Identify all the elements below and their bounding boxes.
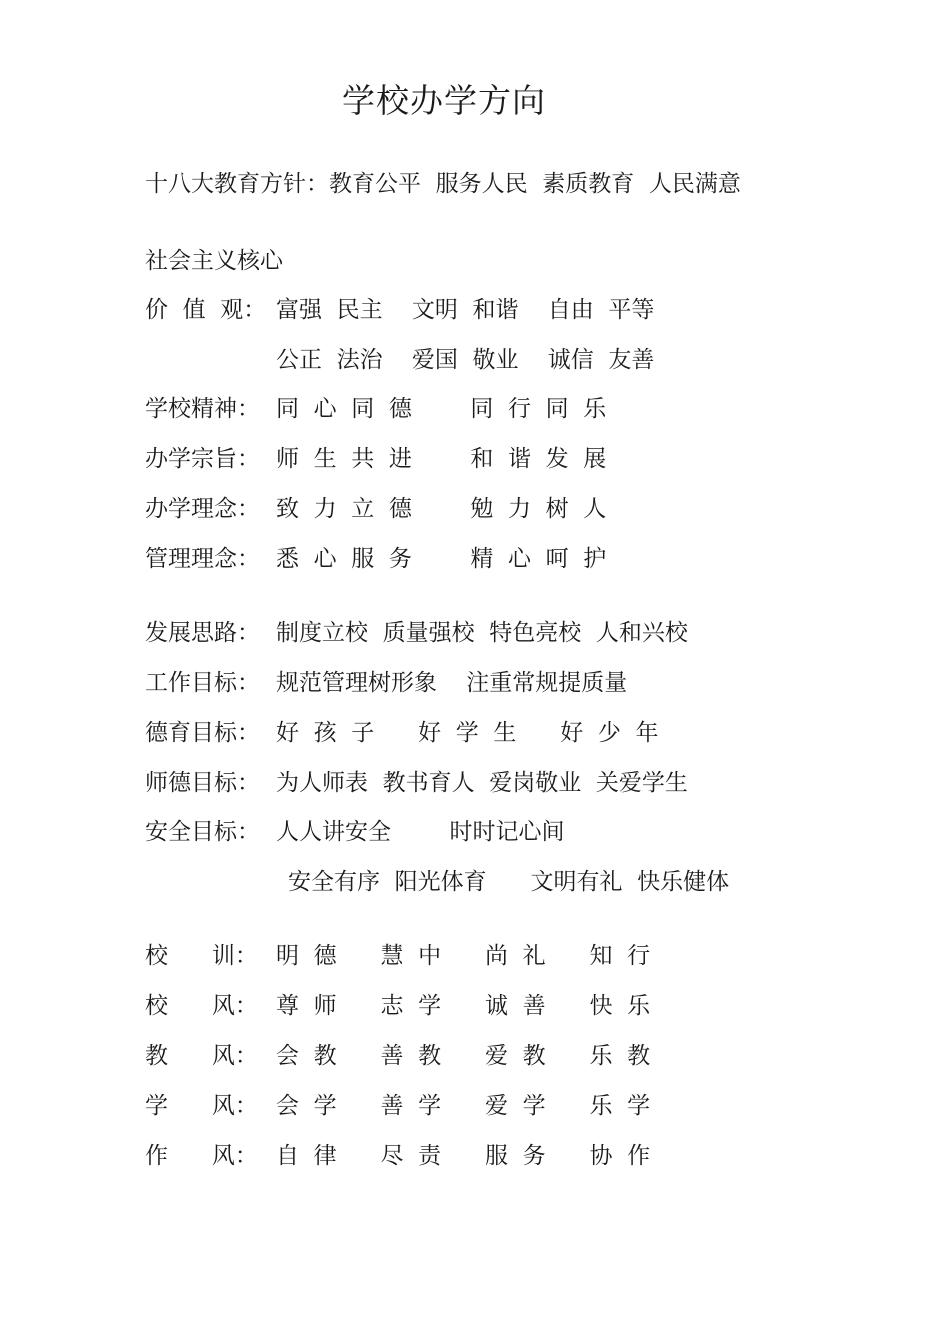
management-philosophy-label: 管理理念： [145,546,260,572]
safety-goal-value: 人人讲安全 时时记心间 [276,819,565,845]
work-style-value: 自 律 尽 责 服 务 协 作 [276,1143,651,1169]
school-motto-value: 明 德 慧 中 尚 礼 知 行 [276,943,651,969]
school-motto-label: 校 训： [145,943,258,969]
school-philosophy-value: 致 力 立 德 勉 力 树 人 [276,496,607,522]
moral-goal-label: 德育目标： [145,720,260,746]
teacher-ethics-value: 为人师表 教书育人 爱岗敬业 关爱学生 [276,770,688,796]
study-style-label: 学 风： [145,1093,258,1119]
development-approach-label: 发展思路： [145,620,260,646]
page-title: 学校办学方向 [342,81,546,120]
moral-goal-value: 好 孩 子 好 学 生 好 少 年 [276,720,659,746]
school-style-label: 校 风： [145,993,258,1019]
teacher-ethics-label: 师德目标： [145,770,260,796]
school-style-value: 尊 师 志 学 诚 善 快 乐 [276,993,651,1019]
school-spirit-label: 学校精神： [145,396,260,422]
education-policy: 十八大教育方针：教育公平 服务人民 素质教育 人民满意 [145,171,741,197]
school-philosophy-label: 办学理念： [145,496,260,522]
teaching-style-label: 教 风： [145,1043,258,1069]
school-purpose-label: 办学宗旨： [145,446,260,472]
work-style-label: 作 风： [145,1143,258,1169]
work-goal-value: 规范管理树形象 注重常规提质量 [276,670,628,696]
safety-goal-label: 安全目标： [145,819,260,845]
safety-goal-line2: 安全有序 阳光体育 文明有礼 快乐健体 [288,869,730,895]
development-approach-value: 制度立校 质量强校 特色亮校 人和兴校 [276,620,688,646]
work-goal-label: 工作目标： [145,670,260,696]
management-philosophy-value: 悉 心 服 务 精 心 呵 护 [276,546,607,572]
school-purpose-value: 师 生 共 进 和 谐 发 展 [276,446,607,472]
core-values-heading: 社会主义核心 [145,248,283,274]
school-spirit-value: 同 心 同 德 同 行 同 乐 [276,396,607,422]
core-values-label: 价 值 观： [145,297,267,323]
core-values-line2: 公正 法治 爱国 敬业 诚信 友善 [276,347,655,373]
core-values-line1: 富强 民主 文明 和谐 自由 平等 [276,297,655,323]
study-style-value: 会 学 善 学 爱 学 乐 学 [276,1093,651,1119]
teaching-style-value: 会 教 善 教 爱 教 乐 教 [276,1043,651,1069]
